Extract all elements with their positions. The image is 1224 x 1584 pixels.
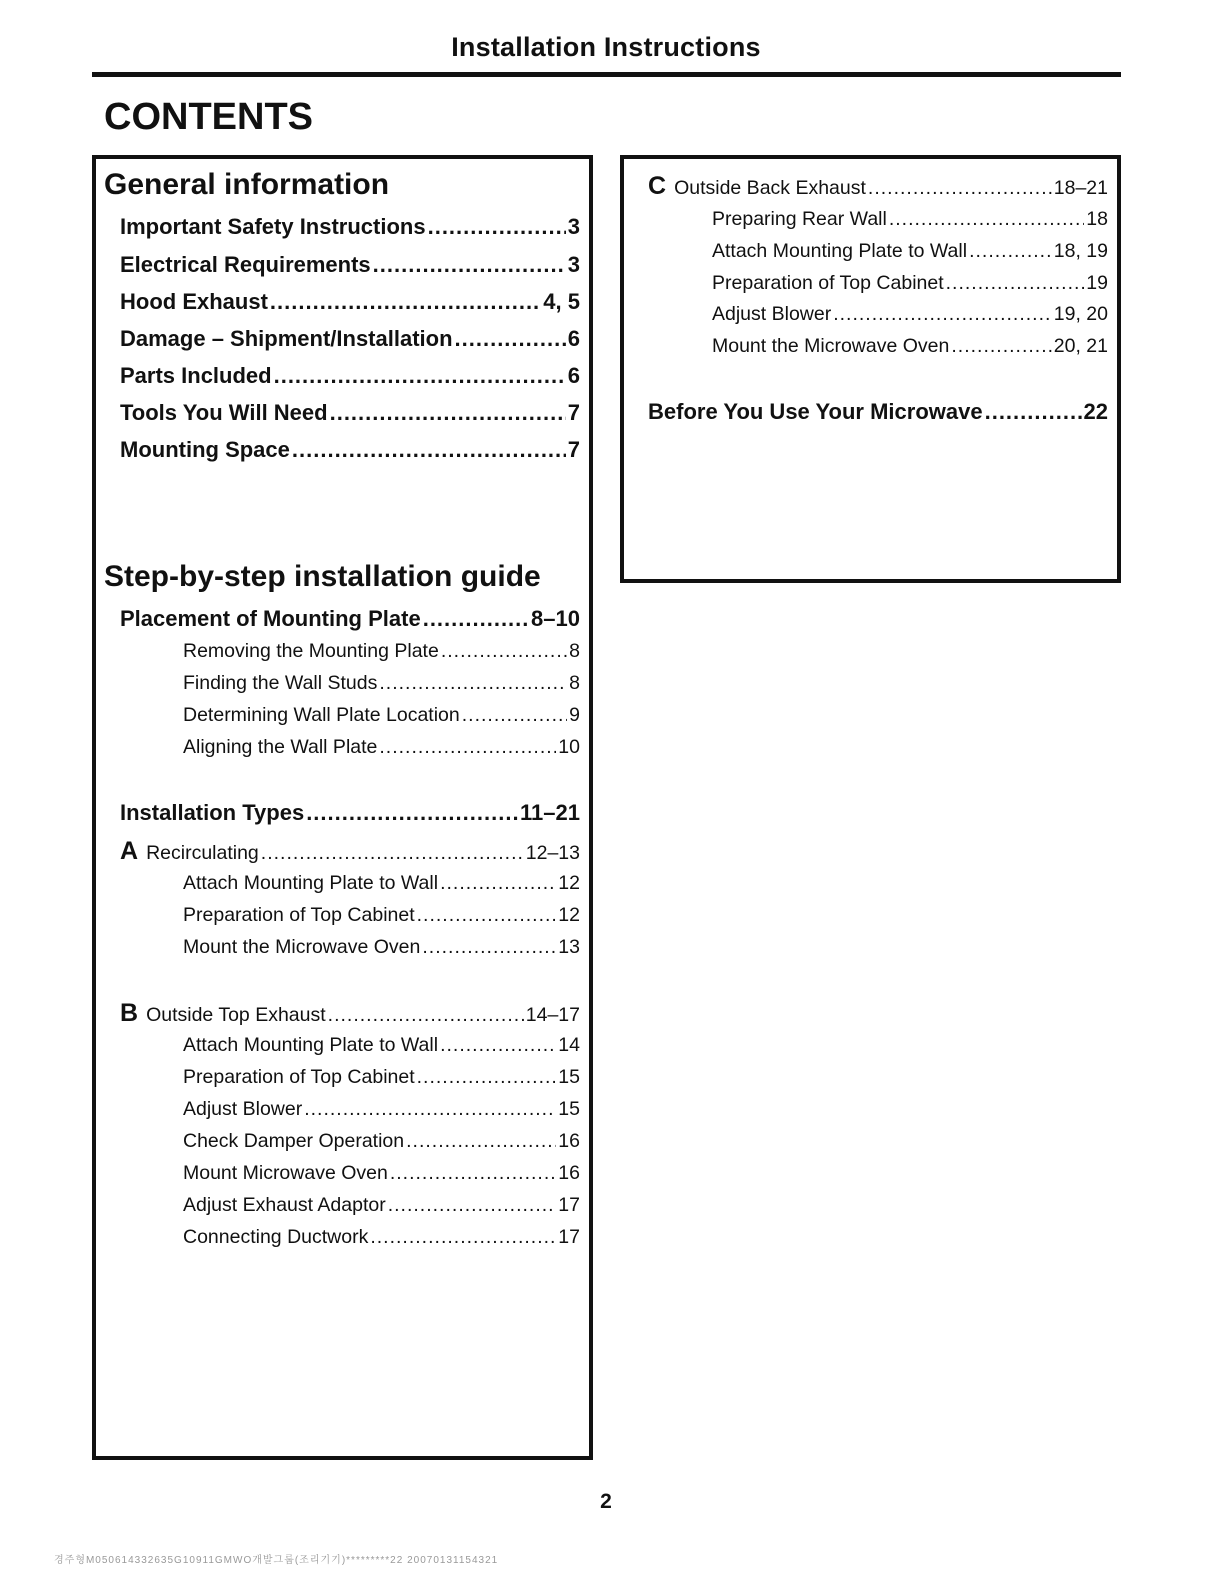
- dot-leader: [270, 289, 541, 315]
- toc-entry-page: 12: [558, 872, 580, 894]
- dot-leader: [406, 1130, 556, 1153]
- dot-leader: [306, 800, 518, 826]
- dot-leader: [379, 736, 556, 759]
- toc-entry-page: 9: [569, 704, 580, 726]
- toc-entry-label: Adjust Blower: [183, 1098, 303, 1120]
- dot-leader: [423, 606, 529, 632]
- dot-leader: [969, 240, 1052, 263]
- toc-entry-label: Important Safety Instructions: [120, 214, 426, 239]
- section-letter: B: [120, 999, 139, 1027]
- toc-entry-label: Attach Mounting Plate to Wall: [183, 1034, 439, 1056]
- toc-entry-page: 16: [558, 1162, 580, 1184]
- dot-leader: [455, 326, 566, 352]
- toc-entry-general: [120, 437, 580, 463]
- toc-entry-page: 18: [1086, 208, 1108, 230]
- toc-entry-label: Electrical Requirements: [120, 252, 371, 277]
- dot-leader: [417, 1066, 557, 1089]
- dot-leader: [440, 872, 556, 895]
- toc-entry-label: Mount the Microwave Oven: [712, 335, 950, 357]
- dot-leader: [985, 399, 1082, 425]
- toc-entry-label: Parts Included: [120, 363, 272, 388]
- toc-entry-type-a: [120, 837, 580, 866]
- toc-entry-page: 4, 5: [543, 289, 580, 314]
- toc-entry-label: Finding the Wall Studs: [183, 672, 378, 694]
- toc-entry-general: [120, 252, 580, 278]
- toc-entry-page: 6: [567, 363, 580, 388]
- toc-entry-label: Adjust Exhaust Adaptor: [183, 1194, 386, 1216]
- toc-entry-placement: [120, 606, 580, 632]
- toc-entry-page: 18–21: [1053, 177, 1108, 199]
- toc-entry-general: [120, 363, 580, 389]
- toc-entry-label: Preparation of Top Cabinet: [183, 1066, 415, 1088]
- toc-entry-page: 6: [567, 326, 580, 351]
- page-number: 2: [600, 1490, 612, 1513]
- toc-entry-page: 12–13: [525, 842, 580, 864]
- toc-subentry: [712, 303, 1108, 326]
- footer-note: 경주형M050614332635G10911GMWO개발그룹(조리기기)*********22 20070131154321: [54, 1555, 499, 1566]
- toc-entry-label: Check Damper Operation: [183, 1130, 405, 1152]
- toc-entry-before-you-use: [648, 399, 1108, 425]
- toc-entry-page: 3: [567, 214, 580, 239]
- toc-entry-page: 8: [569, 640, 580, 662]
- toc-subentry: [183, 904, 580, 927]
- dot-leader: [274, 363, 566, 389]
- toc-subentry: [183, 704, 580, 727]
- dot-leader: [868, 177, 1052, 200]
- toc-subentry: [183, 1226, 580, 1249]
- toc-entry-label: Mounting Space: [120, 437, 290, 462]
- toc-entry-label: Aligning the Wall Plate: [183, 736, 378, 758]
- toc-entry-page: 15: [558, 1066, 580, 1088]
- toc-entry-page: 17: [558, 1226, 580, 1248]
- toc-entry-label: Adjust Blower: [712, 303, 832, 325]
- toc-entry-page: 19, 20: [1053, 303, 1108, 325]
- toc-entry-label: Attach Mounting Plate to Wall: [712, 240, 968, 262]
- general-information-title: General information: [104, 168, 390, 201]
- toc-subentry: [183, 1066, 580, 1089]
- dot-leader: [417, 904, 557, 927]
- toc-subentry: [712, 335, 1108, 358]
- toc-entry-label: Outside Top Exhaust: [146, 1004, 326, 1026]
- toc-entry-page: 13: [558, 936, 580, 958]
- toc-entry-page: 7: [567, 400, 580, 425]
- toc-entry-label: Installation Types: [120, 800, 305, 825]
- toc-subentry: [183, 1130, 580, 1153]
- dot-leader: [388, 1194, 557, 1217]
- toc-entry-label: Removing the Mounting Plate: [183, 640, 439, 662]
- toc-entry-general: [120, 214, 580, 240]
- toc-entry-page: 16: [558, 1130, 580, 1152]
- toc-subentry: [712, 272, 1108, 295]
- toc-entry-page: 12: [558, 904, 580, 926]
- toc-entry-type-b: [120, 999, 580, 1028]
- dot-leader: [292, 437, 566, 463]
- toc-entry-label: Preparation of Top Cabinet: [183, 904, 415, 926]
- dot-leader: [462, 704, 567, 727]
- dot-leader: [422, 936, 556, 959]
- dot-leader: [441, 640, 567, 663]
- dot-leader: [379, 672, 567, 695]
- toc-entry-page: 20, 21: [1053, 335, 1108, 357]
- toc-entry-label: Recirculating: [146, 842, 259, 864]
- toc-entry-page: 10: [558, 736, 580, 758]
- toc-entry-page: 3: [567, 252, 580, 277]
- toc-entry-label: Before You Use Your Microwave: [648, 399, 983, 424]
- toc-entry-label: Placement of Mounting Plate: [120, 606, 421, 631]
- toc-entry-page: 7: [567, 437, 580, 462]
- dot-leader: [370, 1226, 556, 1249]
- toc-entry-page: 11–21: [520, 800, 580, 825]
- toc-entry-general: [120, 326, 580, 352]
- dot-leader: [889, 208, 1084, 231]
- toc-subentry: [183, 1098, 580, 1121]
- header-rule: [92, 72, 1121, 77]
- toc-entry-page: 22: [1083, 399, 1108, 424]
- toc-entry-label: Mount the Microwave Oven: [183, 936, 421, 958]
- toc-subentry: [712, 208, 1108, 231]
- toc-entry-label: Attach Mounting Plate to Wall: [183, 872, 439, 894]
- page-header-title: Installation Instructions: [451, 32, 761, 62]
- dot-leader: [951, 335, 1051, 358]
- toc-entry-label: Damage – Shipment/Installation: [120, 326, 453, 351]
- toc-subentry: [183, 1194, 580, 1217]
- toc-entry-page: 14: [558, 1034, 580, 1056]
- toc-subentry: [712, 240, 1108, 263]
- toc-entry-page: 17: [558, 1194, 580, 1216]
- toc-entry-installation-types: [120, 800, 580, 826]
- step-by-step-guide-title: Step-by-step installation guide: [104, 560, 541, 593]
- toc-subentry: [183, 872, 580, 895]
- dot-leader: [440, 1034, 556, 1057]
- toc-entry-page: 18, 19: [1053, 240, 1108, 262]
- toc-entry-page: 8: [569, 672, 580, 694]
- toc-entry-page: 19: [1086, 272, 1108, 294]
- dot-leader: [428, 214, 566, 240]
- toc-subentry: [183, 936, 580, 959]
- toc-entry-page: 8–10: [531, 606, 580, 631]
- toc-entry-type-c: [648, 172, 1108, 201]
- dot-leader: [373, 252, 566, 278]
- toc-entry-label: Hood Exhaust: [120, 289, 268, 314]
- toc-entry-label: Mount Microwave Oven: [183, 1162, 388, 1184]
- toc-entry-general: [120, 400, 580, 426]
- dot-leader: [261, 842, 524, 865]
- section-letter: C: [648, 172, 667, 200]
- toc-subentry: [183, 1162, 580, 1185]
- toc-entry-label: Determining Wall Plate Location: [183, 704, 460, 726]
- dot-leader: [330, 400, 566, 426]
- toc-entry-label: Preparing Rear Wall: [712, 208, 887, 230]
- toc-entry-label: Outside Back Exhaust: [674, 177, 866, 199]
- contents-title: CONTENTS: [104, 96, 313, 138]
- section-letter: A: [120, 837, 139, 865]
- dot-leader: [390, 1162, 556, 1185]
- toc-entry-label: Connecting Ductwork: [183, 1226, 369, 1248]
- dot-leader: [304, 1098, 556, 1121]
- dot-leader: [833, 303, 1052, 326]
- toc-subentry: [183, 1034, 580, 1057]
- toc-entry-general: [120, 289, 580, 315]
- toc-entry-page: 15: [558, 1098, 580, 1120]
- dot-leader: [328, 1004, 524, 1027]
- toc-entry-label: Preparation of Top Cabinet: [712, 272, 944, 294]
- dot-leader: [946, 272, 1085, 295]
- toc-subentry: [183, 672, 580, 695]
- toc-entry-page: 14–17: [525, 1004, 580, 1026]
- toc-subentry: [183, 736, 580, 759]
- toc-subentry: [183, 640, 580, 663]
- toc-entry-label: Tools You Will Need: [120, 400, 328, 425]
